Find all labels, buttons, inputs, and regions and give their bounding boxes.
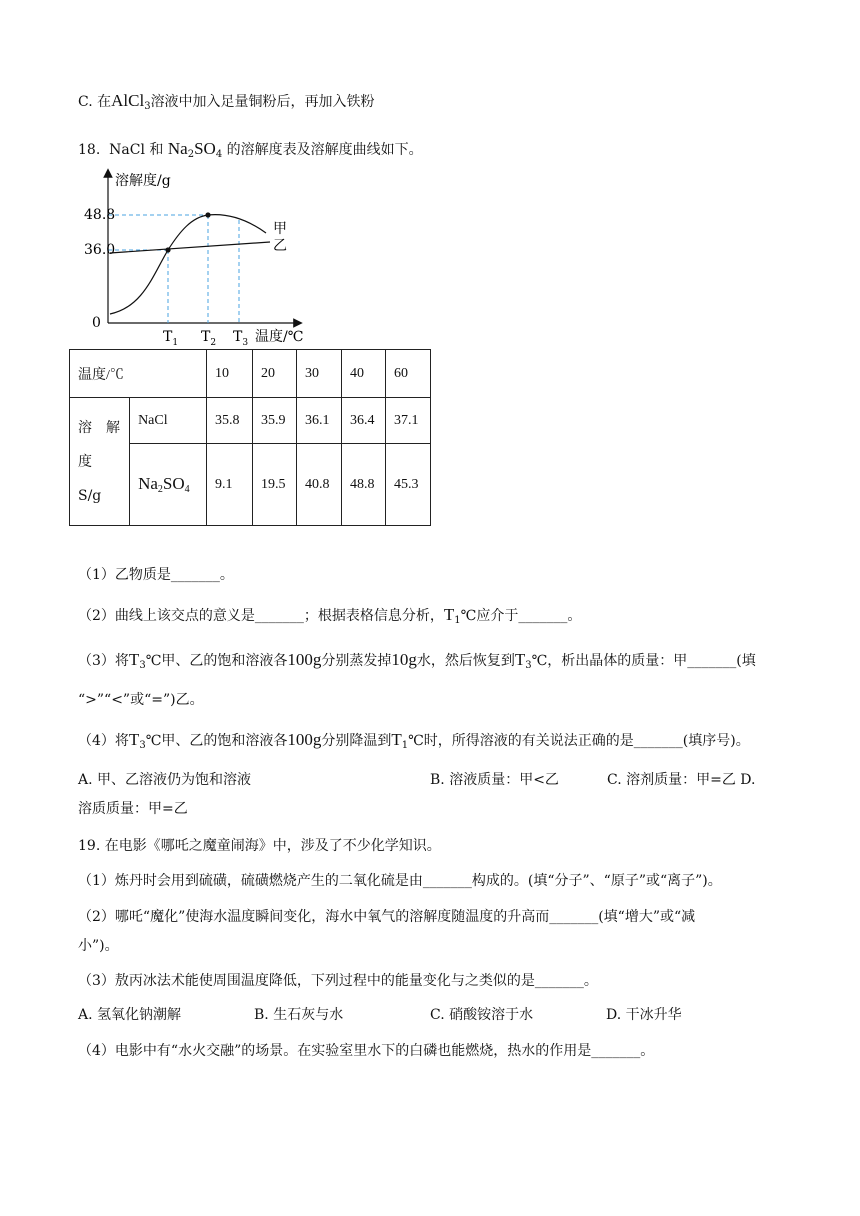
- formula-part: SO: [162, 474, 185, 493]
- formula-subscript: 4: [184, 484, 190, 495]
- text: 水，然后恢复到: [416, 653, 515, 669]
- q19-sub-1: （1）炼丹时会用到硫磺，硫磺燃烧产生的二氧化硫是由_______构成的。(填“分子”、“原子”或“离子”)。: [78, 873, 722, 889]
- q18-option-c: C. 溶剂质量：甲=乙 D.: [607, 772, 756, 788]
- symbol-t: T: [391, 730, 402, 749]
- header-temp: 30: [297, 350, 342, 398]
- substance-nacl: NaCl: [130, 398, 207, 444]
- x-tick-t1: $T_1$: [163, 329, 179, 348]
- table-cell: 40.8: [297, 444, 342, 526]
- q18-sub-3-line2: “>”“<”或“=”)乙。: [78, 692, 204, 708]
- side-label-line: 溶 解: [78, 419, 120, 436]
- substance-na2so4: [130, 444, 207, 526]
- symbol-t: T: [514, 650, 526, 669]
- text: ℃甲、乙的饱和溶液各: [145, 733, 288, 749]
- q18-sub-1: （1）乙物质是_______。: [78, 567, 234, 583]
- y-tick-48-8: 48.8: [84, 207, 116, 223]
- q19-intro: 19. 在电影《哪吒之魔童闹海》中，涉及了不少化学知识。: [78, 838, 441, 854]
- intersection-point: [165, 247, 170, 252]
- subscript: 1: [401, 740, 409, 751]
- y-tick-36-0: 36.0: [84, 242, 116, 258]
- option-c-prefix: C. 在: [78, 94, 112, 110]
- q18-sub-3: [78, 650, 756, 676]
- table-header-row: [70, 350, 431, 398]
- text: （2）曲线上该交点的意义是_______；根据表格信息分析，: [78, 608, 444, 624]
- x-axis-label: 温度/℃: [255, 329, 304, 345]
- symbol-t: T: [443, 605, 455, 624]
- table-cell: 35.9: [253, 398, 297, 444]
- text: 分别降温到: [321, 733, 392, 749]
- curve-jia: [110, 215, 266, 314]
- q18-intro: [78, 139, 423, 165]
- header-temp: 10: [207, 350, 253, 398]
- table-cell: 45.3: [386, 444, 431, 526]
- text: （4）将: [78, 733, 129, 749]
- q18-option-a: A. 甲、乙溶液仍为饱和溶液: [78, 772, 252, 788]
- text: ℃，析出晶体的质量：甲_______(填: [531, 653, 756, 669]
- text: 分别蒸发掉: [321, 653, 392, 669]
- formula-na: Na: [167, 139, 188, 158]
- q18-option-b: B. 溶液质量：甲<乙: [430, 772, 559, 788]
- subscript: 3: [139, 740, 146, 751]
- side-label-solubility: [70, 398, 130, 526]
- table-cell: 19.5: [253, 444, 297, 526]
- formula-subscript: 3: [144, 101, 151, 112]
- table-cell: 37.1: [386, 398, 431, 444]
- x-tick-t3: $T_3$: [233, 329, 249, 348]
- y-axis-label: 溶解度/g: [115, 173, 171, 189]
- mass: 10g: [391, 650, 417, 669]
- table-cell: 36.4: [342, 398, 386, 444]
- symbol-t: T: [128, 730, 140, 749]
- table-cell: 35.8: [207, 398, 253, 444]
- q19-sub-2-line2: 小”)。: [78, 938, 119, 954]
- text: ℃甲、乙的饱和溶液各: [145, 653, 288, 669]
- formula-alcl3: AlCl: [111, 91, 145, 110]
- formula-subscript: 4: [215, 149, 223, 160]
- formula-so: SO: [194, 139, 216, 158]
- solubility-table: [69, 349, 431, 526]
- option-c-text: 溶液中加入足量铜粉后，再加入铁粉: [150, 94, 375, 110]
- question-number: 18.: [78, 142, 101, 158]
- text: ℃时，所得溶液的有关说法正确的是_______(填序号)。: [408, 733, 750, 749]
- table-row-nacl: [70, 398, 431, 444]
- max-point: [205, 212, 210, 217]
- header-temp: 20: [253, 350, 297, 398]
- text: ℃应介于_______。: [460, 608, 582, 624]
- table-cell: 36.1: [297, 398, 342, 444]
- subscript: 3: [525, 660, 532, 671]
- side-label-line: S/g: [78, 487, 102, 504]
- q18-intro-text-2: 的溶解度表及溶解度曲线如下。: [226, 142, 423, 158]
- formula-subscript: 2: [187, 149, 195, 160]
- q18-sub-2: [78, 605, 581, 631]
- side-label-line: 度: [78, 453, 92, 470]
- q19-option-c: C. 硝酸铵溶于水: [430, 1007, 534, 1023]
- q18-intro-text: NaCl 和: [109, 142, 164, 158]
- q19-option-a: A. 氢氧化钠潮解: [78, 1007, 182, 1023]
- q18-sub-4: [78, 730, 750, 756]
- solubility-chart: [84, 165, 408, 350]
- mass: 100g: [287, 650, 322, 669]
- header-temp: 40: [342, 350, 386, 398]
- table-cell: 48.8: [342, 444, 386, 526]
- mass: 100g: [287, 730, 322, 749]
- formula-part: Na: [138, 474, 158, 493]
- formula-subscript: 2: [157, 484, 163, 495]
- curve-yi: [110, 242, 270, 253]
- series-label-jia: 甲: [273, 221, 287, 237]
- q17-option-c: [78, 91, 375, 117]
- subscript: 1: [454, 615, 461, 626]
- q19-sub-4: （4）电影中有“水火交融”的场景。在实验室里水下的白磷也能燃烧，热水的作用是_______。: [78, 1043, 655, 1059]
- q19-sub-3: （3）敖丙冰法术能使周围温度降低，下列过程中的能量变化与之类似的是_______。: [78, 973, 598, 989]
- subscript: 3: [139, 660, 146, 671]
- header-temp: 60: [386, 350, 431, 398]
- symbol-t: T: [128, 650, 140, 669]
- series-label-yi: 乙: [273, 238, 287, 254]
- header-temp-label: 温度/℃: [70, 350, 207, 398]
- y-tick-0: 0: [92, 315, 101, 331]
- x-tick-t2: $T_2$: [201, 329, 217, 348]
- text: （3）将: [78, 653, 129, 669]
- q19-sub-2: （2）哪吒“魔化”使海水温度瞬间变化，海水中氧气的溶解度随温度的升高而_______(填“增大”或“减: [78, 909, 696, 925]
- q18-option-d: 溶质质量：甲=乙: [78, 801, 188, 817]
- q19-option-d: D. 干冰升华: [606, 1007, 682, 1023]
- q19-option-b: B. 生石灰与水: [254, 1007, 344, 1023]
- table-cell: 9.1: [207, 444, 253, 526]
